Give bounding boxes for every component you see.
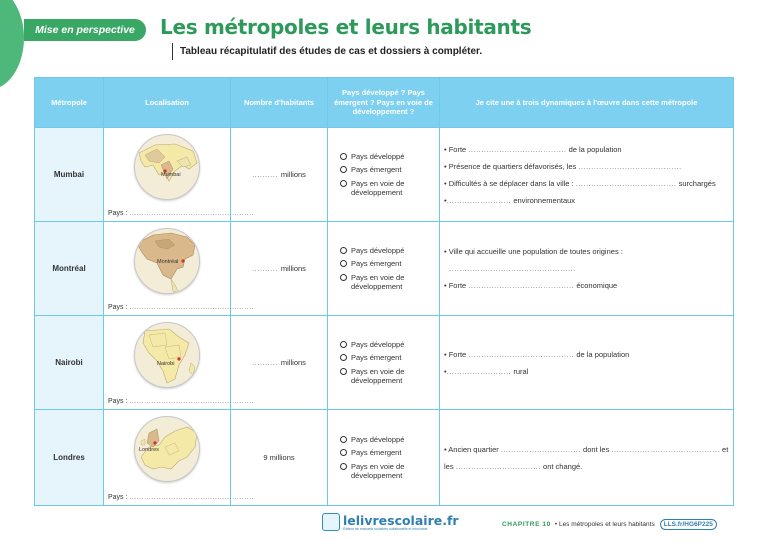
chapter-code-link[interactable]: LLS.fr/HG6P225 bbox=[660, 519, 717, 530]
map-city-label: Mumbai bbox=[161, 172, 181, 178]
summary-table bbox=[34, 77, 734, 506]
option-developing[interactable]: Pays en voie de développement bbox=[340, 462, 439, 481]
globe-map-asia bbox=[134, 134, 200, 200]
radio-icon[interactable] bbox=[340, 436, 347, 443]
location-cell bbox=[104, 128, 255, 222]
status-options bbox=[328, 128, 440, 222]
publisher-logo[interactable]: lelivrescolaire.fr Éditeur de manuels scolaires collaboratifs et innovants bbox=[322, 513, 459, 531]
dynamics-cell bbox=[440, 410, 733, 505]
city-name: Montréal bbox=[35, 222, 104, 316]
book-icon bbox=[322, 513, 340, 531]
option-developed[interactable]: Pays développé bbox=[340, 340, 439, 350]
radio-icon[interactable] bbox=[340, 449, 347, 456]
option-developed[interactable]: Pays développé bbox=[340, 152, 439, 162]
dynamic-line[interactable]: •......................... environnementaux bbox=[444, 195, 576, 205]
radio-icon[interactable] bbox=[340, 341, 347, 348]
map-city-label: Nairobi bbox=[157, 361, 175, 367]
inhabitants-cell[interactable]: .......... millions bbox=[231, 128, 328, 222]
radio-icon[interactable] bbox=[340, 463, 347, 470]
option-developed[interactable]: Pays développé bbox=[340, 435, 439, 445]
option-developing[interactable]: Pays en voie de développement bbox=[340, 367, 439, 386]
option-emerging[interactable]: Pays émergent bbox=[340, 165, 439, 175]
page-title: Les métropoles et leurs habitants bbox=[160, 15, 532, 39]
corner-decoration bbox=[0, 0, 24, 90]
city-name: Nairobi bbox=[35, 316, 104, 410]
dynamics-cell bbox=[440, 128, 733, 222]
option-developing[interactable]: Pays en voie de développement bbox=[340, 179, 439, 198]
chapter-footer bbox=[502, 519, 717, 530]
header-inhabitants: Nombre d'habitants bbox=[231, 78, 328, 128]
globe-map-europe bbox=[134, 416, 200, 482]
status-options bbox=[328, 222, 440, 316]
chapter-title: • Les métropoles et leurs habitants bbox=[554, 521, 655, 528]
inhabitants-cell[interactable]: .......... millions bbox=[231, 316, 328, 410]
location-cell bbox=[104, 316, 255, 410]
inhabitants-cell[interactable]: .......... millions bbox=[231, 222, 328, 316]
option-developing[interactable]: Pays en voie de développement bbox=[340, 273, 439, 292]
radio-icon[interactable] bbox=[340, 166, 347, 173]
location-cell bbox=[104, 222, 255, 316]
dynamics-cell bbox=[440, 316, 733, 410]
dynamic-line[interactable]: ................................................. bbox=[444, 264, 576, 273]
radio-icon[interactable] bbox=[340, 153, 347, 160]
city-name: Londres bbox=[35, 410, 104, 505]
status-options bbox=[328, 410, 440, 505]
header-status: Pays développé ? Pays émergent ? Pays en voie de développement ? bbox=[328, 78, 440, 128]
section-badge: Mise en perspective bbox=[24, 19, 146, 41]
option-emerging[interactable]: Pays émergent bbox=[340, 353, 439, 363]
country-blank[interactable]: Pays : ................................................... bbox=[108, 210, 255, 217]
dynamic-line[interactable]: les ................................. ont changé. bbox=[444, 461, 583, 471]
globe-map-north-america bbox=[134, 228, 200, 294]
country-blank[interactable]: Pays : ................................................... bbox=[108, 398, 255, 405]
dynamic-line[interactable]: • Ville qui accueille une population de toutes origines : bbox=[444, 247, 623, 256]
dynamic-line[interactable]: • Ancien quartier ............................... dont les .......................................... et bbox=[444, 444, 729, 454]
country-blank[interactable]: Pays : ................................................... bbox=[108, 494, 255, 501]
radio-icon[interactable] bbox=[340, 354, 347, 361]
dynamics-cell bbox=[440, 222, 733, 316]
dynamic-line[interactable]: • Forte ......................................... économique bbox=[444, 281, 618, 290]
dynamic-line[interactable]: • Difficultés à se déplacer dans la ville : ....................................... surchargés bbox=[444, 178, 716, 188]
header-location: Localisation bbox=[104, 78, 231, 128]
option-emerging[interactable]: Pays émergent bbox=[340, 448, 439, 458]
radio-icon[interactable] bbox=[340, 180, 347, 187]
status-options bbox=[328, 316, 440, 410]
chapter-number: CHAPITRE 10 bbox=[502, 521, 551, 528]
header-dynamics: Je cite une à trois dynamiques à l'œuvre dans cette métropole bbox=[440, 78, 733, 128]
radio-icon[interactable] bbox=[340, 274, 347, 281]
option-emerging[interactable]: Pays émergent bbox=[340, 259, 439, 269]
map-city-label: Londres bbox=[139, 447, 159, 453]
globe-map-africa bbox=[134, 322, 200, 388]
header-city: Métropole bbox=[35, 78, 104, 128]
location-cell bbox=[104, 410, 255, 505]
radio-icon[interactable] bbox=[340, 260, 347, 267]
map-city-label: Montréal bbox=[157, 259, 179, 265]
country-blank[interactable]: Pays : ................................................... bbox=[108, 304, 255, 311]
city-name: Mumbai bbox=[35, 128, 104, 222]
radio-icon[interactable] bbox=[340, 247, 347, 254]
dynamic-line[interactable]: •......................... rural bbox=[444, 366, 529, 376]
radio-icon[interactable] bbox=[340, 368, 347, 375]
option-developed[interactable]: Pays développé bbox=[340, 246, 439, 256]
page-subtitle: Tableau récapitulatif des études de cas et dossiers à compléter. bbox=[172, 43, 482, 60]
dynamic-line[interactable]: • Présence de quartiers défavorisés, les ........................................ bbox=[444, 161, 682, 171]
inhabitants-cell: 9 millions bbox=[231, 410, 328, 505]
dynamic-line[interactable]: • Forte ...................................... de la population bbox=[444, 144, 622, 154]
dynamic-line[interactable]: • Forte ......................................... de la population bbox=[444, 349, 630, 359]
